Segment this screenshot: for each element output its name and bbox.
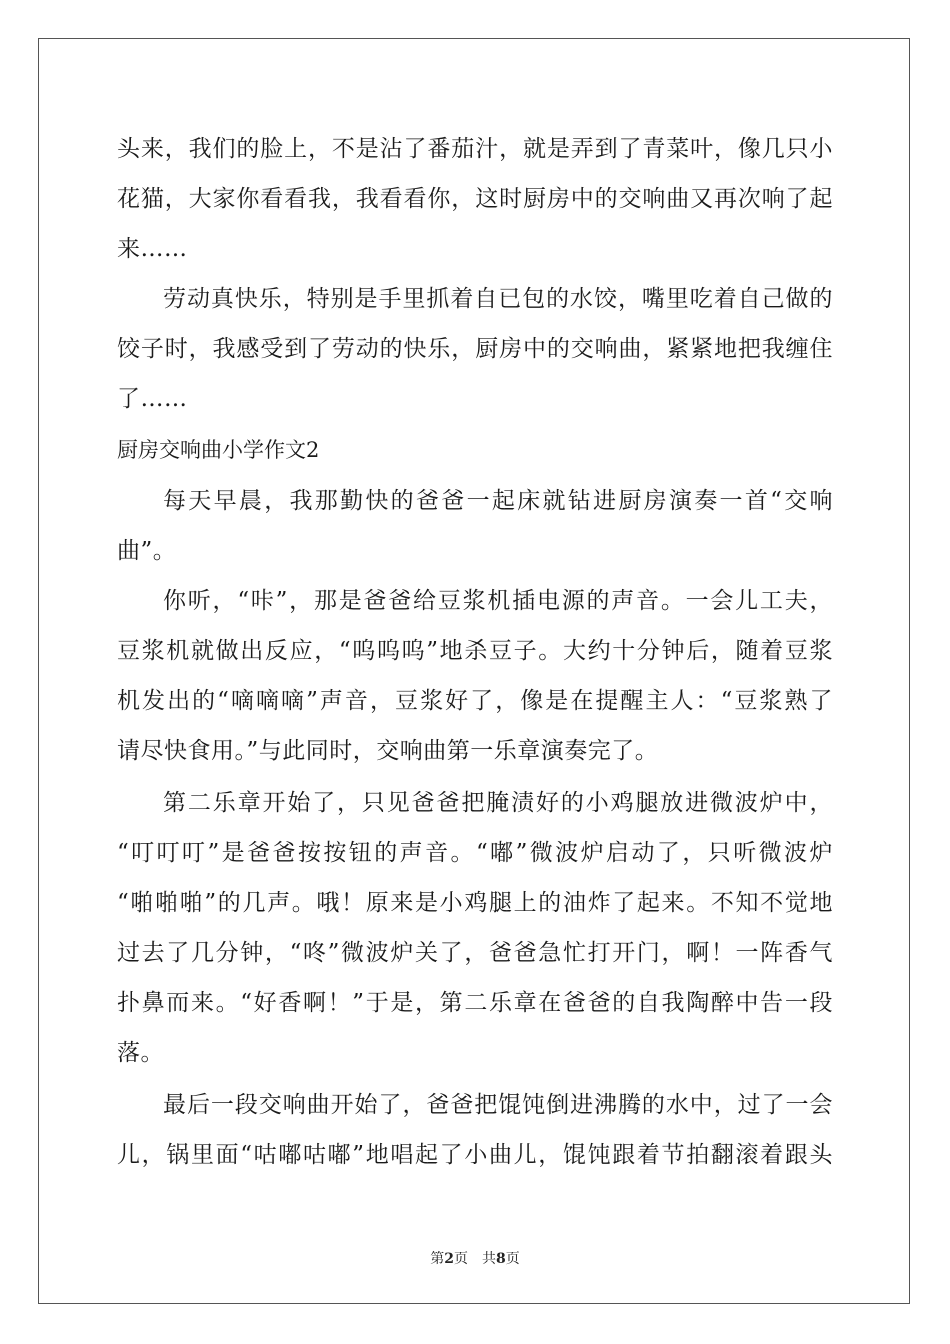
text-line: 落。 [117, 1040, 164, 1066]
page-footer [0, 1248, 950, 1268]
text-line: 头来，我们的脸上，不是沾了番茄汁，就是弄到了青菜叶，像几只小 [117, 136, 833, 162]
footer-suffix: 页 [505, 1251, 520, 1267]
footer-mid: 页 共 [454, 1251, 496, 1267]
footer-prefix: 第 [430, 1251, 445, 1267]
text-line: 豆浆机就做出反应，“呜呜呜”地杀豆子。大约十分钟后，随着豆浆 [117, 638, 833, 664]
text-line: 儿，锅里面“咕嘟咕嘟”地唱起了小曲儿，馄饨跟着节拍翻滚着跟头 [117, 1142, 833, 1168]
section-heading: 厨房交响曲小学作文2 [117, 438, 320, 462]
text-line: 来…… [117, 236, 188, 262]
text-line: 饺子时，我感受到了劳动的快乐，厨房中的交响曲，紧紧地把我缠住 [117, 336, 833, 362]
text-line: 机发出的“嘀嘀嘀”声音，豆浆好了，像是在提醒主人：“豆浆熟了 [117, 688, 833, 714]
current-page-number: 2 [444, 1251, 454, 1267]
text-line: 了…… [117, 386, 188, 412]
total-pages-number: 8 [496, 1251, 506, 1267]
text-line: 第二乐章开始了，只见爸爸把腌渍好的小鸡腿放进微波炉中， [163, 790, 833, 816]
text-line: 最后一段交响曲开始了，爸爸把馄饨倒进沸腾的水中，过了一会 [163, 1092, 833, 1118]
text-line: 花猫，大家你看看我，我看看你，这时厨房中的交响曲又再次响了起 [117, 186, 833, 212]
text-line: 你听，“咔”，那是爸爸给豆浆机插电源的声音。一会儿工夫， [163, 588, 833, 614]
text-line: 每天早晨，我那勤快的爸爸一起床就钻进厨房演奏一首“交响 [163, 488, 833, 514]
text-line: 扑鼻而来。“好香啊！”于是，第二乐章在爸爸的自我陶醉中告一段 [117, 990, 833, 1016]
text-line: “叮叮叮”是爸爸按按钮的声音。“嘟”微波炉启动了，只听微波炉 [117, 840, 833, 866]
text-line: 请尽快食用。”与此同时，交响曲第一乐章演奏完了。 [117, 738, 659, 764]
text-line: “啪啪啪”的几声。哦！原来是小鸡腿上的油炸了起来。不知不觉地 [117, 890, 833, 916]
text-line: 过去了几分钟，“咚”微波炉关了，爸爸急忙打开门，啊！一阵香气 [117, 940, 833, 966]
text-line: 曲”。 [117, 538, 177, 564]
text-line: 劳动真快乐，特别是手里抓着自已包的水饺，嘴里吃着自己做的 [163, 286, 833, 312]
